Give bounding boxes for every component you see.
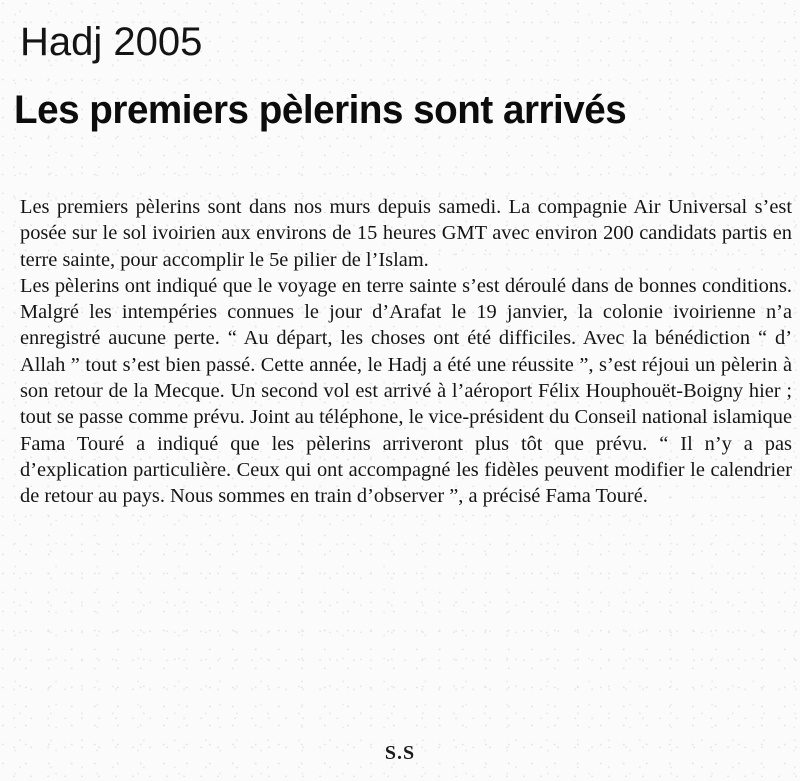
article-paragraph-1: Les premiers pèlerins sont dans nos murs depuis samedi. La compagnie Air Universal s’est posée sur le sol ivoirien aux environs de 15 heures GMT avec environ 200 candidats partis en terre sainte, pour accomplir le 5e pilier de l’Islam.	[20, 196, 792, 271]
article-headline: Les premiers pèlerins sont arrivés	[14, 88, 627, 132]
article-paragraph-2: Les pèlerins ont indiqué que le voyage en terre sainte s’est déroulé dans de bonnes conditions. Malgré les intempéries connues le jour d’Arafat le 19 janvier, la colonie ivoirienne n’a enregistré aucune perte. “ Au départ, les choses ont été difficiles. Avec la bénédiction “ d’ Allah ” tout s’est bien passé. Cette année, le Hadj a été une réussite ”, s’est réjoui un pèlerin à son retour de la Mecque. Un second vol est arrivé à l’aéroport Félix Houphouët-Boigny hier ; tout se passe comme prévu. Joint au téléphone, le vice-président du Conseil national islamique Fama Touré a indiqué que les pèlerins arriveront plus tôt que prévu. “ Il n’y a pas d’explication particulière. Ceux qui ont accompagné les fidèles peuvent modifier le calendrier de retour au pays. Nous sommes en train d’observer ”, a précisé Fama Touré.	[20, 274, 792, 508]
article-body	[20, 194, 792, 510]
article-kicker: Hadj 2005	[20, 20, 203, 64]
article-byline: S.S	[384, 742, 416, 764]
